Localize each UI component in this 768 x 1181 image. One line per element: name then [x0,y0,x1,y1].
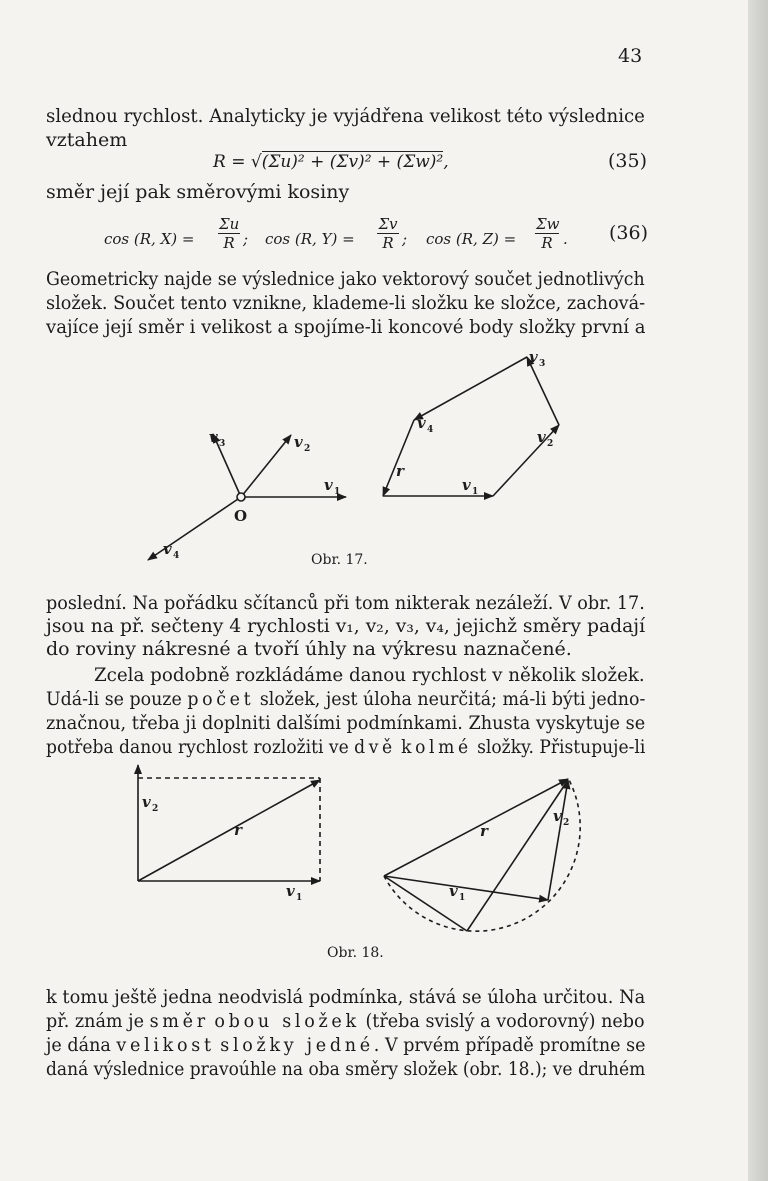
label-v4-sub: 4 [173,551,180,561]
text-run: př. znám je [46,1010,150,1032]
eq36-sep3: . [563,230,568,248]
spaced-text: složky jedné [220,1034,374,1056]
origin-label: O [234,507,248,525]
origin-point [237,493,245,501]
fig18-label-r: r [234,821,242,839]
poly-label-v3-sub: 3 [539,359,546,369]
text-line: slednou rychlost. Analyticky je vyjádřena velikost této výslednice [46,105,645,127]
text-line: poslední. Na pořádku sčítanců při tom nikterak nezáleží. V obr. 17. [46,592,645,614]
equation-number-36: (36) [609,222,649,244]
text-line: vajíce její směr i velikost a spojíme-li koncové body složky první a [46,316,646,338]
page-number: 43 [618,45,643,67]
text-line [46,1033,645,1057]
text-line: Zcela podobně rozkládáme danou rychlost v několik složek. [94,664,645,686]
figure-17-caption: Obr. 17. [311,552,368,568]
label-v1-sub: 1 [334,487,341,497]
text-run: (třeba svislý a vodorovný) nebo [359,1010,645,1032]
fig18-right-label-v1: v [449,882,458,900]
eq36-den1: R [223,234,235,252]
fig18-label-v1: v [286,882,295,900]
eq36-sep2: ; [402,230,408,248]
eq36-sep1: ; [243,230,249,248]
text-line: směr její pak směrovými kosiny [46,181,350,203]
text-run: potřeba danou rychlost rozložiti ve [46,736,355,758]
text-line: jsou na př. sečteny 4 rychlosti v₁, v₂, v₃, v₄, jejichž směry padají [46,615,646,637]
text-line [46,735,645,759]
fig18-right-label-v2-sub: 2 [563,818,570,828]
spaced-text: směr [149,1010,209,1032]
spaced-text: dvě [354,736,396,758]
fig18-label-v2: v [142,793,151,811]
fig18-r-arrow [138,780,320,881]
text-run: Udá-li se pouze [46,688,188,710]
poly-label-v4: v [417,414,426,432]
poly-label-v1: v [462,476,471,494]
fig18-right-label-v1-sub: 1 [459,893,466,903]
spaced-text: obou složek [214,1010,360,1032]
eq35-lhs: R = [213,152,251,172]
label-v4: v [163,540,172,558]
poly-label-r: r [396,462,404,480]
text-line [46,1009,645,1033]
eq35-radicand: (Σu)² + (Σv)² + (Σw)² [261,152,444,172]
vector-v4-arrow [148,497,241,560]
spaced-text: velikost [116,1034,215,1056]
text-line: daná výslednice pravoúhle na oba směry složek (obr. 18.); ve druhém [46,1058,646,1080]
fig17-star [148,434,346,560]
eq36-part3: cos (R, Z) = [426,230,517,248]
poly-label-v2-sub: 2 [547,439,554,449]
poly-label-v4-sub: 4 [427,425,434,435]
figure-18-left [138,765,320,881]
radical-sign: √ [250,152,262,172]
polygon-v2-arrow [493,425,559,496]
equation-number-35: (35) [608,150,648,172]
eq36-den3: R [541,234,553,252]
fig18-right-label-r: r [480,822,488,840]
figure-18-right [384,778,580,931]
eq36-part1: cos (R, X) = [104,230,195,248]
fig18-right-label-v2: v [553,807,562,825]
fig18-chord-b [467,780,568,931]
text-line: vztahem [46,129,128,151]
label-v3: v [209,428,218,446]
label-v1: v [324,476,333,494]
text-run: složek, jest úloha neurčitá; má-li býti jedno- [254,688,646,710]
eq36-num3: Σw [536,215,560,233]
text-line: do roviny nákresné a tvoří úhly na výkresu naznačené. [46,638,572,660]
text-line: Geometricky najde se výslednice jako vektorový součet jednotlivých [46,268,645,290]
eq36-num2: Σv [378,215,398,233]
eq36-den2: R [382,234,394,252]
text-run: je dána [46,1034,117,1056]
fig17-polygon [383,357,559,496]
text-line [46,687,645,711]
fig18-label-v1-sub: 1 [296,893,303,903]
spaced-text: kolmé [401,736,472,758]
fig18-right-v1-arrow [384,876,548,900]
fig18-right-r-arrow [384,779,568,876]
text-line: složek. Součet tento vznikne, klademe-li složku ke složce, zachová- [46,292,646,314]
text-line: značnou, třeba ji doplniti dalšími podmínkami. Zhusta vyskytuje se [46,712,646,734]
figure-18-caption: Obr. 18. [327,945,384,961]
spaced-text: počet [187,688,255,710]
resultant-r-arrow [383,420,414,496]
fig18-label-v2-sub: 2 [152,804,159,814]
text-run: složky. Přistupuje-li [471,736,646,758]
text-line: k tomu ještě jedna neodvislá podmínka, stává se úloha určitou. Na [46,986,646,1008]
vector-v2-arrow [241,435,291,497]
text-run: . V prvém případě promítne se [373,1034,646,1056]
label-v2-sub: 2 [304,444,311,454]
poly-label-v2: v [537,428,546,446]
eq36-part2: cos (R, Y) = [265,230,355,248]
eq35-tail: , [443,152,449,172]
label-v2: v [294,433,303,451]
eq36-num1: Σu [219,215,240,233]
poly-label-v1-sub: 1 [472,487,479,497]
poly-label-v3: v [529,348,538,366]
label-v3-sub: 3 [219,439,226,449]
polygon-v4-arrow [414,357,527,420]
